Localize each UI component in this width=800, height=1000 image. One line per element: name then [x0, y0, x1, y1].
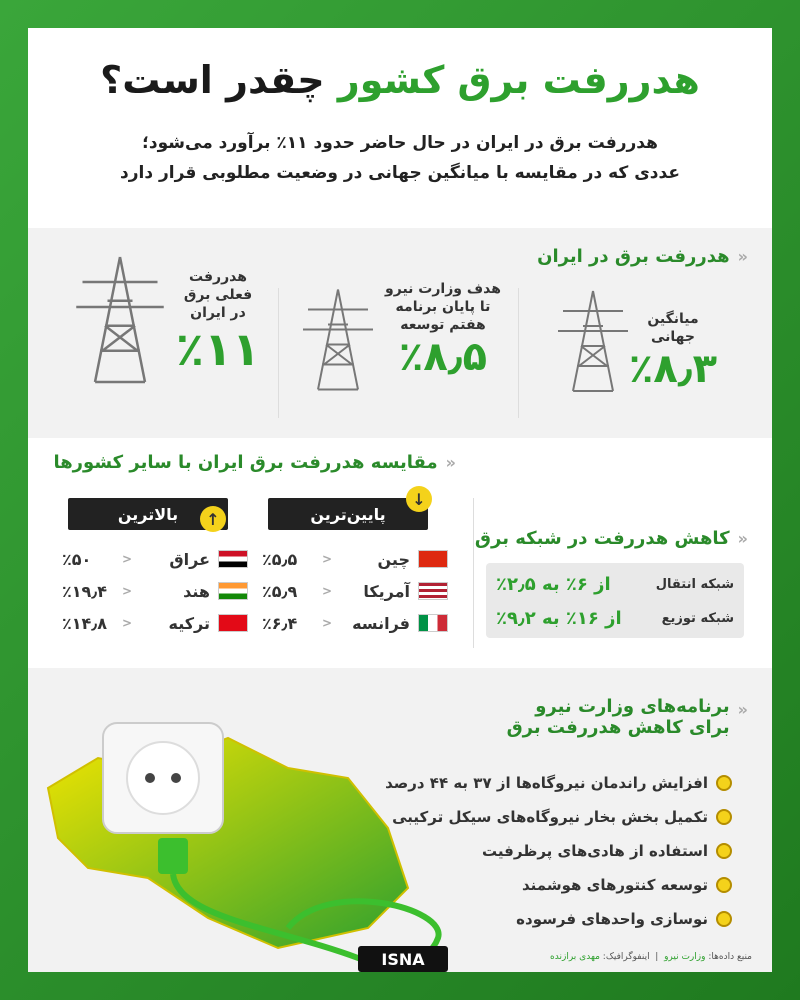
- stat-value: ٪۸٫۵: [398, 334, 488, 380]
- country-name: آمریکا: [363, 581, 410, 601]
- highest-label: بالاترین: [117, 504, 179, 524]
- iran-section-heading: [537, 246, 744, 267]
- divider: [278, 288, 279, 418]
- power-tower-icon: [298, 282, 378, 397]
- india-flag-icon: [218, 582, 248, 600]
- stat-value: ٪۱۱: [175, 322, 261, 376]
- source-label: منبع داده‌ها:: [708, 952, 752, 962]
- divider: [518, 288, 519, 418]
- list-item: [516, 906, 732, 932]
- grid-heading-text: کاهش هدررفت در شبکه برق: [474, 528, 730, 549]
- isna-logo: [358, 946, 448, 972]
- list-item-text: نوسازی واحدهای فرسوده: [516, 910, 708, 928]
- country-row: [58, 578, 248, 604]
- compare-section-heading: [53, 452, 452, 473]
- stat-label: هفتم توسعه: [400, 317, 486, 333]
- list-item-text: توسعه کنتورهای هوشمند: [522, 876, 708, 894]
- list-item: [482, 838, 732, 864]
- country-name: هند: [183, 581, 210, 601]
- country-name: چین: [377, 549, 410, 569]
- stat-label: جهانی: [650, 329, 695, 345]
- chevron-icon: <: [121, 584, 132, 598]
- programs-heading-line: برنامه‌های وزارت نیرو: [535, 696, 730, 717]
- country-row: [258, 610, 448, 636]
- grid-row-change: از ۶٪ به ۲٫۵٪: [496, 573, 611, 595]
- chevron-icon: <: [121, 552, 132, 566]
- title-suffix: چقدر است؟: [100, 58, 338, 102]
- list-item: [385, 770, 732, 796]
- divider: [473, 498, 474, 648]
- arrow-up-icon: ↑: [200, 506, 226, 532]
- grid-row-transmission: [496, 569, 734, 599]
- grid-row-distribution: [496, 603, 734, 633]
- lowest-label: پایین‌ترین: [310, 504, 386, 524]
- country-name: عراق: [169, 549, 210, 569]
- country-value: ٪۵٫۵: [261, 549, 298, 569]
- programs-heading-line: برای کاهش هدررفت برق: [506, 717, 730, 738]
- arrow-down-icon: ↓: [406, 486, 432, 512]
- iraq-flag-icon: [218, 550, 248, 568]
- stat-label: فعلی برق: [183, 287, 253, 303]
- chevron-icon: «: [737, 700, 744, 719]
- page-title: [28, 58, 772, 102]
- usa-flag-icon: [418, 582, 448, 600]
- logo-text: ISNA: [381, 949, 425, 969]
- grid-section-heading: [475, 528, 744, 549]
- bullet-icon: [716, 809, 732, 825]
- country-name: ترکیه: [168, 613, 210, 633]
- stat-label: در ایران: [190, 305, 246, 321]
- chevron-icon: <: [321, 552, 332, 566]
- iran-map-socket-illustration: [28, 678, 448, 972]
- bullet-icon: [716, 775, 732, 791]
- bullet-icon: [716, 911, 732, 927]
- grid-row-change: از ۱۶٪ به ۹٫۲٪: [496, 607, 622, 629]
- country-name: فرانسه: [352, 613, 410, 633]
- subtitle-line-2: عددی که در مقایسه با میانگین جهانی در وضعیت مطلوبی قرار دارد: [120, 163, 680, 183]
- country-value: ٪۵۰: [61, 549, 92, 569]
- grid-row-label: شبکه توزیع: [661, 610, 734, 626]
- list-item-text: افزایش راندمان نیروگاه‌ها از ۳۷ به ۴۴ درصد: [385, 774, 708, 792]
- programs-heading-text: [507, 696, 730, 738]
- lowest-band: [268, 498, 428, 530]
- flag-icon: [418, 614, 448, 632]
- source-value: وزارت نیرو: [664, 952, 706, 962]
- stat-current-iran: [168, 268, 268, 376]
- bullet-icon: [716, 843, 732, 859]
- stat-label: میانگین: [647, 311, 699, 327]
- country-value: ٪۱۹٫۴: [61, 581, 107, 601]
- power-tower-icon: [70, 242, 170, 397]
- country-row: [58, 546, 248, 572]
- grid-row-label: شبکه انتقال: [655, 576, 734, 592]
- country-row: [58, 610, 248, 636]
- china-flag-icon: [418, 550, 448, 568]
- stat-ministry-target: [368, 280, 518, 380]
- credits: منبع داده‌ها: وزارت نیرو | اینفوگرافیک: مهدی برازنده: [550, 952, 752, 962]
- list-item-text: استفاده از هادی‌های پرظرفیت: [482, 842, 708, 860]
- country-row: [258, 546, 448, 572]
- chevron-icon: «: [737, 529, 744, 548]
- subtitle: [48, 128, 752, 188]
- list-item-text: تکمیل بخش بخار نیروگاه‌های سیکل ترکیبی: [392, 808, 708, 826]
- infographic-card: [28, 28, 772, 972]
- stat-label: تا پایان برنامه: [395, 299, 491, 315]
- compare-heading-text: مقایسه هدررفت برق ایران با سایر کشورها: [53, 452, 438, 473]
- stat-label: هدررفت: [189, 269, 247, 285]
- designer-label: اینفوگرافیک:: [602, 952, 650, 962]
- chevron-icon: «: [737, 247, 744, 266]
- subtitle-line-1: هدررفت برق در ایران در حال حاضر حدود ۱۱٪ برآورد می‌شود؛: [142, 133, 658, 153]
- chevron-icon: <: [121, 616, 132, 630]
- chevron-icon: <: [321, 584, 332, 598]
- chevron-icon: «: [445, 453, 452, 472]
- country-row: [258, 578, 448, 604]
- bullet-icon: [716, 877, 732, 893]
- country-value: ٪۶٫۴: [261, 613, 298, 633]
- iran-heading-text: هدررفت برق در ایران: [537, 246, 730, 267]
- country-value: ٪۱۴٫۸: [61, 613, 107, 633]
- programs-section-heading: [507, 696, 744, 738]
- turkey-flag-icon: [218, 614, 248, 632]
- designer-value: مهدی برازنده: [550, 952, 600, 962]
- list-item: [392, 804, 732, 830]
- list-item: [522, 872, 732, 898]
- grid-table: [486, 563, 744, 638]
- title-highlight: هدررفت برق کشور: [337, 58, 700, 102]
- stat-label: هدف وزارت نیرو: [385, 281, 501, 297]
- stat-value: ٪۸٫۳: [628, 346, 718, 392]
- chevron-icon: <: [321, 616, 332, 630]
- stat-world-average: [613, 310, 733, 392]
- country-value: ٪۵٫۹: [261, 581, 298, 601]
